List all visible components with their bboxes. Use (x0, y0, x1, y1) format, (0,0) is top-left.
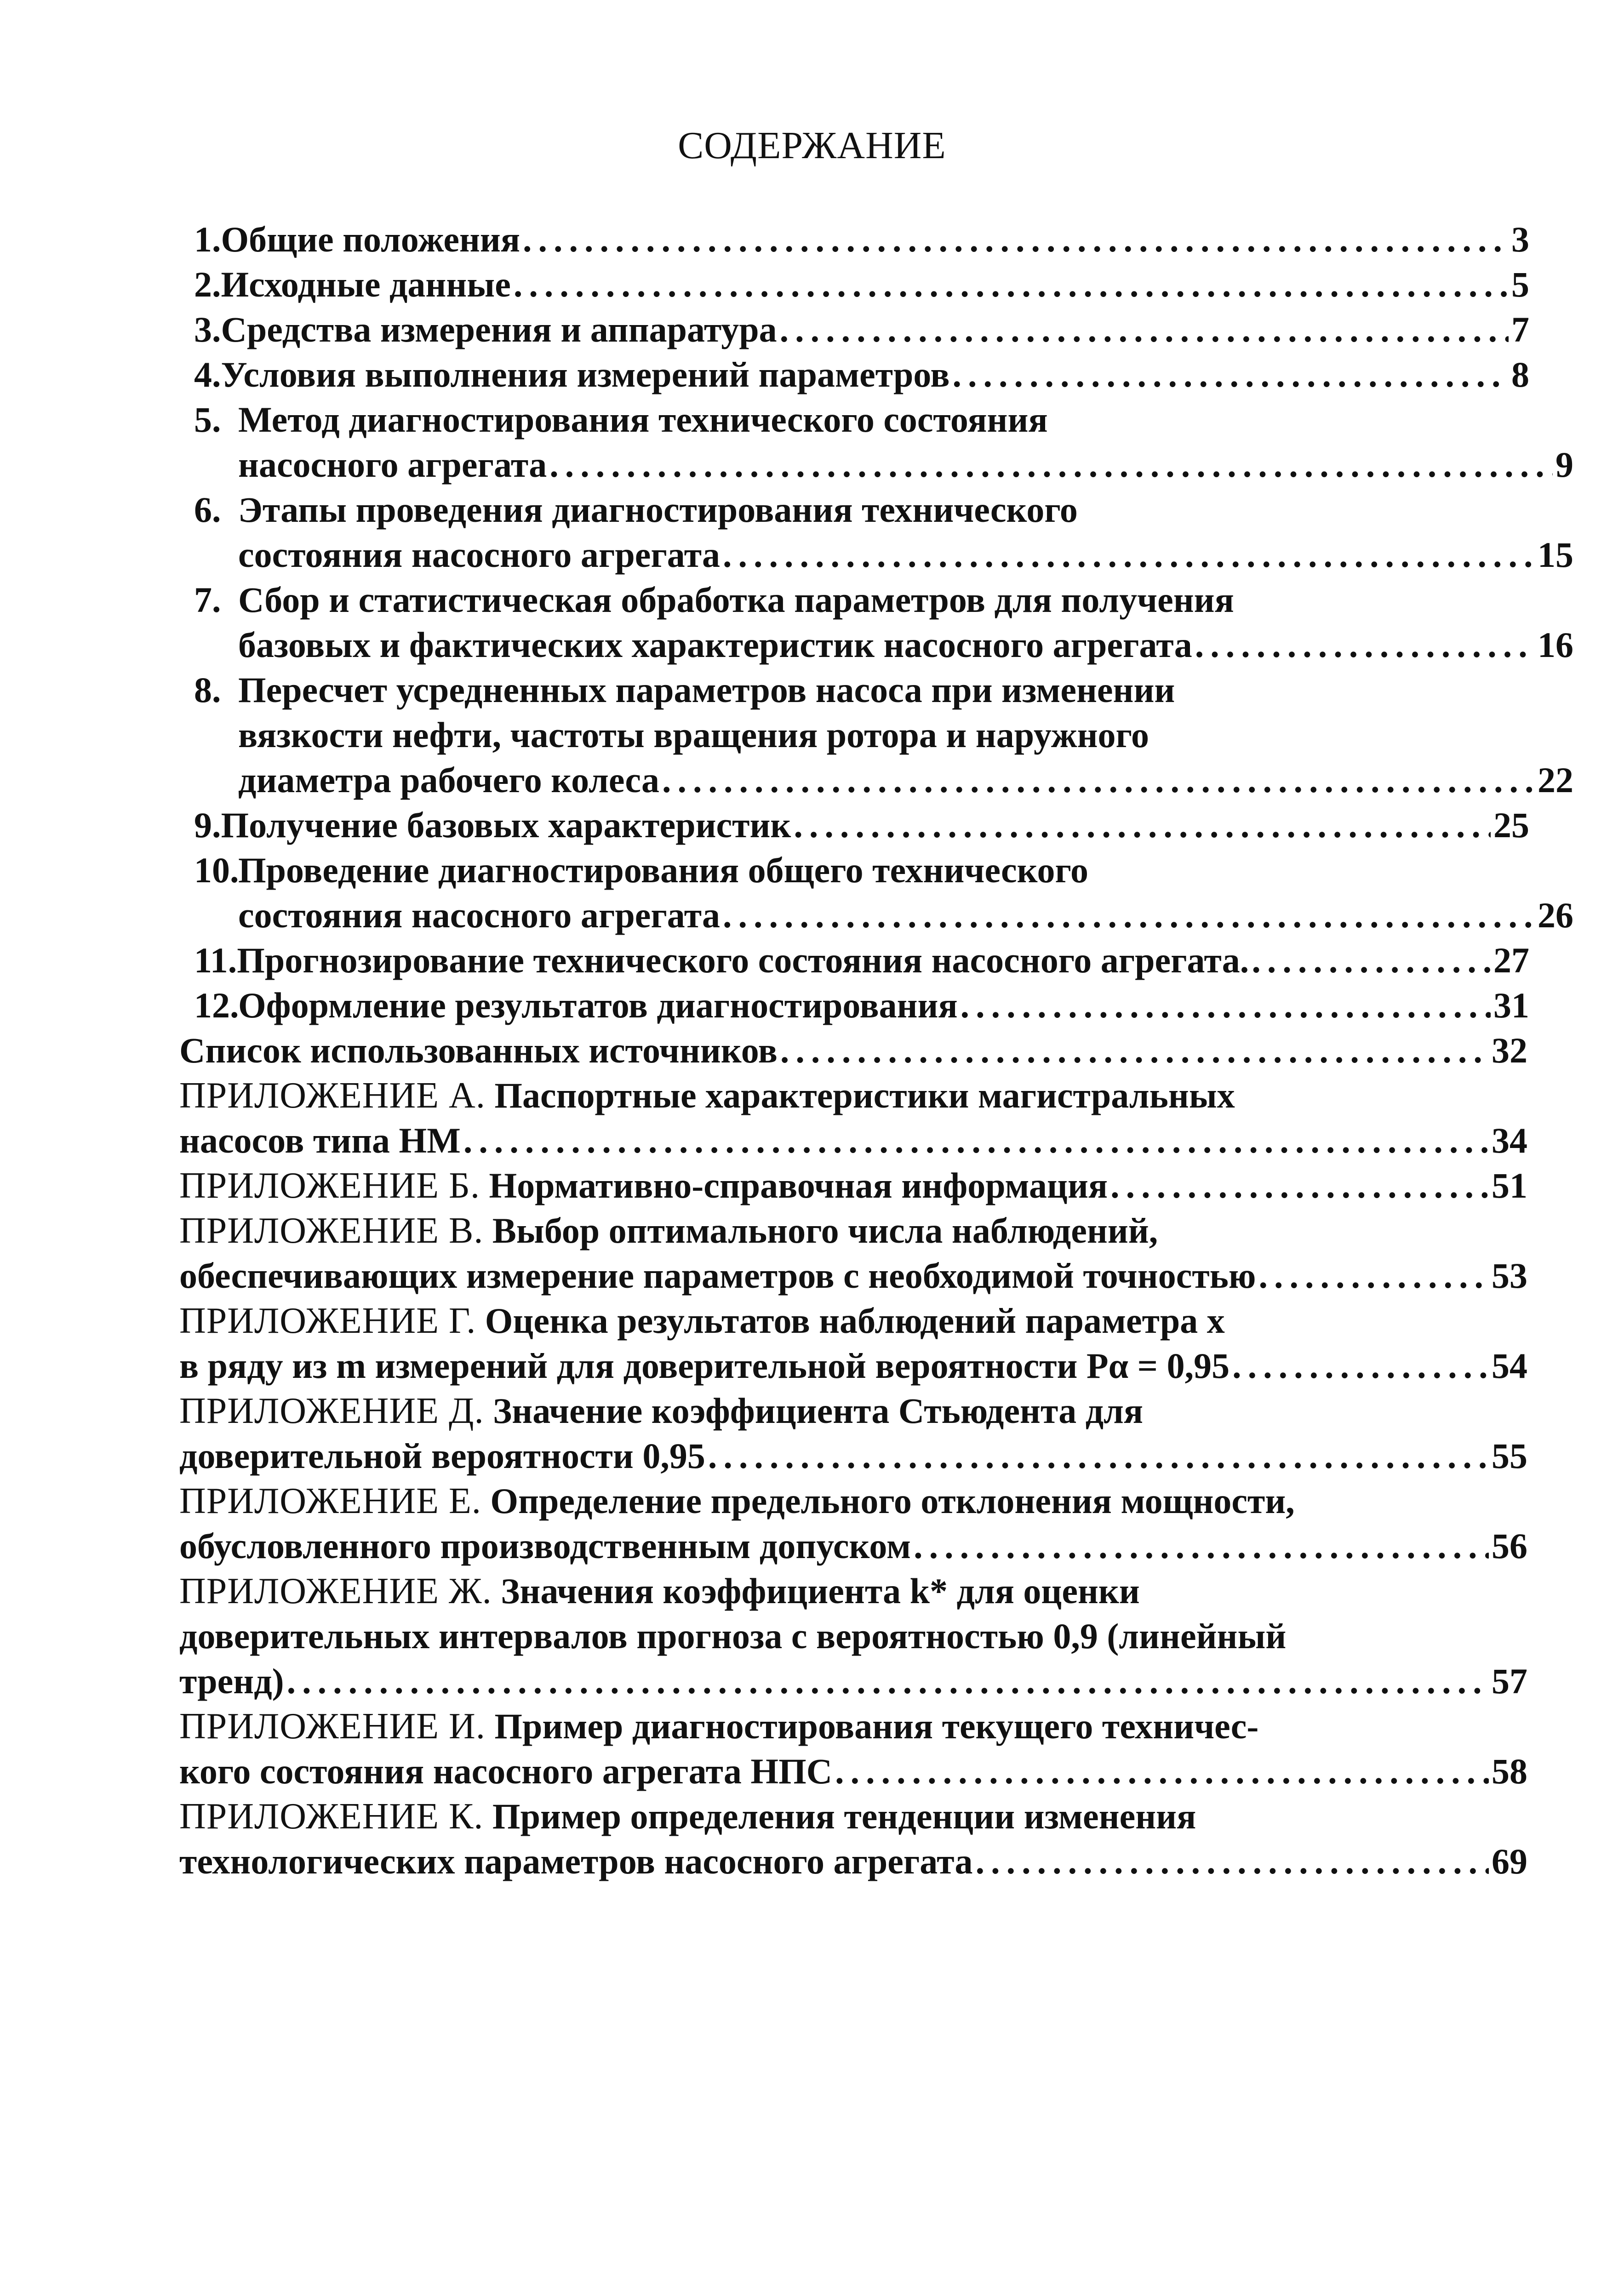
dot-leader (723, 532, 1535, 577)
appendix-label: ПРИЛОЖЕНИЕ В. (179, 1211, 484, 1251)
toc-entry-line (0, 893, 1573, 938)
toc-entry-text: состояния насосного агрегата (238, 895, 721, 935)
toc-entry-text: Получение базовых характеристик (221, 805, 791, 845)
table-of-contents (0, 217, 1624, 1884)
toc-entry-text: в ряду из m измерений для доверительной вероятности Pα = 0,95 (179, 1346, 1230, 1386)
toc-entry-number: 12. (194, 985, 239, 1025)
toc-entry-line (0, 1073, 1624, 1118)
appendix-label: ПРИЛОЖЕНИЕ Е. (179, 1481, 481, 1521)
toc-entry-text: доверительной вероятности 0,95 (179, 1436, 705, 1476)
toc-page-number: 16 (1538, 625, 1573, 665)
toc-entry-line (0, 1343, 1527, 1388)
toc-entry-number: 4. (194, 354, 221, 394)
toc-entry-text: Оформление результатов диагностирования (238, 985, 958, 1025)
toc-entry-text: Общие положения (221, 219, 520, 259)
dot-leader (961, 983, 1491, 1028)
toc-entry-line (0, 1388, 1624, 1433)
toc-entry-line (0, 1208, 1624, 1253)
toc-entry-number: 7. (194, 580, 221, 620)
toc-page-number: 8 (1511, 354, 1529, 394)
toc-entry-line (0, 622, 1573, 668)
toc-entry-number: 2. (194, 264, 221, 304)
appendix-label: ПРИЛОЖЕНИЕ А. (179, 1075, 486, 1116)
appendix-label: ПРИЛОЖЕНИЕ Д. (179, 1391, 484, 1431)
dot-leader (780, 1028, 1489, 1073)
toc-entry-text: вязкости нефти, частоты вращения ротора и наружного (238, 715, 1149, 755)
toc-entry-number: 1. (194, 219, 221, 259)
toc-entry-line (0, 217, 1529, 262)
toc-entry-line (0, 1118, 1527, 1163)
toc-entry-text: Сбор и статистическая обработка параметров для получения (238, 580, 1234, 620)
toc-entry-line (0, 532, 1573, 577)
toc-entry-text: тренд) (179, 1661, 284, 1701)
dot-leader (914, 1524, 1489, 1569)
toc-entry-line (0, 352, 1529, 397)
toc-page-number: 3 (1511, 219, 1529, 259)
toc-page-number: 22 (1538, 760, 1573, 800)
dot-leader (953, 352, 1509, 397)
toc-entry-line (0, 577, 1624, 622)
toc-entry-number: 10. (194, 850, 239, 890)
appendix-label: ПРИЛОЖЕНИЕ Ж. (179, 1571, 492, 1611)
toc-entry-line (0, 1298, 1624, 1343)
dot-leader (523, 217, 1509, 262)
dot-leader (1232, 1343, 1489, 1388)
toc-entry-line (0, 758, 1573, 803)
toc-entry-text: Список использованных источников (179, 1030, 778, 1070)
toc-entry-text: обеспечивающих измерение параметров с необходимой точностью (179, 1256, 1256, 1296)
dot-leader (1195, 622, 1535, 668)
toc-entry-line (0, 307, 1529, 352)
dot-leader (708, 1433, 1489, 1479)
toc-page-number: 53 (1492, 1256, 1527, 1296)
toc-entry-number: 9. (194, 805, 221, 845)
toc-page-number: 7 (1511, 309, 1529, 349)
toc-entry-line (0, 1524, 1527, 1569)
toc-entry-text: Определение предельного отклонения мощности, (490, 1481, 1295, 1521)
toc-entry-text: Метод диагностирования технического состояния (238, 400, 1048, 440)
toc-entry-text: кого состояния насосного агрегата НПС (179, 1751, 833, 1791)
toc-entry-line (0, 1659, 1527, 1704)
toc-entry-text: насосного агрегата (238, 445, 547, 485)
toc-entry-line (0, 1479, 1624, 1524)
dot-leader (463, 1118, 1489, 1163)
toc-entry-text: Прогнозирование технического состояния насосного агрегата. (237, 940, 1249, 980)
dot-leader (780, 307, 1509, 352)
toc-entry-text: Пример определения тенденции изменения (492, 1796, 1196, 1836)
toc-page-number: 5 (1511, 264, 1529, 304)
dot-leader (514, 262, 1509, 307)
appendix-label: ПРИЛОЖЕНИЕ Б. (179, 1165, 480, 1206)
toc-entry-text: Значение коэффициента Стьюдента для (493, 1391, 1144, 1431)
toc-entry-line (0, 713, 1624, 758)
dot-leader (1252, 938, 1491, 983)
toc-entry-text: Этапы проведения диагностирования технического (238, 490, 1078, 530)
dot-leader (976, 1839, 1489, 1884)
toc-entry-line (0, 262, 1529, 307)
toc-entry-line (0, 668, 1624, 713)
dot-leader (549, 442, 1553, 487)
toc-entry-line (0, 1794, 1624, 1839)
toc-page-number: 57 (1492, 1661, 1527, 1701)
toc-page-number: 58 (1492, 1751, 1527, 1791)
toc-page-number: 25 (1493, 805, 1529, 845)
dot-leader (662, 758, 1535, 803)
toc-entry-line (0, 487, 1624, 532)
toc-entry-line (0, 1163, 1527, 1208)
toc-entry-text: технологических параметров насосного агрегата (179, 1841, 973, 1881)
toc-entry-text: Нормативно-справочная информация (489, 1165, 1108, 1205)
toc-entry-text: Оценка результатов наблюдений параметра x (485, 1301, 1225, 1341)
toc-entry-line (0, 397, 1624, 442)
dot-leader (723, 893, 1535, 938)
toc-entry-text: диаметра рабочего колеса (238, 760, 660, 800)
toc-entry-line (0, 848, 1624, 893)
toc-entry-text: Пересчет усредненных параметров насоса при изменении (238, 670, 1175, 710)
toc-entry-text: Проведение диагностирования общего технического (238, 850, 1088, 890)
toc-page-number: 27 (1493, 940, 1529, 980)
toc-entry-number: 5. (194, 400, 221, 440)
page-title: СОДЕРЖАНИЕ (678, 124, 946, 167)
toc-entry-line (0, 938, 1529, 983)
toc-entry-line (0, 1253, 1527, 1298)
toc-page-number: 54 (1492, 1346, 1527, 1386)
toc-page-number: 55 (1492, 1436, 1527, 1476)
toc-page-number: 26 (1538, 895, 1573, 935)
toc-entry-text: Исходные данные (221, 264, 511, 304)
toc-page-number: 69 (1492, 1841, 1527, 1881)
toc-entry-line (0, 442, 1573, 487)
toc-entry-text: Значения коэффициента k* для оценки (501, 1571, 1140, 1611)
toc-page-number: 9 (1555, 445, 1573, 485)
toc-page-number: 31 (1493, 985, 1529, 1025)
dot-leader (1259, 1253, 1489, 1298)
toc-page-number: 32 (1492, 1030, 1527, 1070)
toc-entry-number: 3. (194, 309, 221, 349)
toc-entry-text: Условия выполнения измерений параметров (221, 354, 950, 394)
dot-leader (287, 1659, 1489, 1704)
toc-entry-number: 11. (194, 940, 237, 980)
toc-entry-text: насосов типа НМ (179, 1120, 461, 1160)
toc-entry-line (0, 1028, 1527, 1073)
dot-leader (794, 803, 1491, 848)
toc-entry-text: Пример диагностирования текущего техничес- (494, 1706, 1259, 1746)
toc-entry-line (0, 1614, 1624, 1659)
toc-entry-text: состояния насосного агрегата (238, 535, 721, 575)
toc-entry-text: базовых и фактических характеристик насосного агрегата (238, 625, 1192, 665)
appendix-label: ПРИЛОЖЕНИЕ И. (179, 1706, 486, 1747)
toc-page-number: 15 (1538, 535, 1573, 575)
toc-page-number: 56 (1492, 1526, 1527, 1566)
toc-entry-text: Выбор оптимального числа наблюдений, (492, 1211, 1158, 1251)
dot-leader (835, 1749, 1489, 1794)
toc-entry-line (0, 1839, 1527, 1884)
toc-entry-number: 8. (194, 670, 221, 710)
toc-page-number: 51 (1492, 1165, 1527, 1205)
toc-entry-text: доверительных интервалов прогноза с вероятностью 0,9 (линейный (179, 1616, 1287, 1656)
toc-entry-line (0, 803, 1529, 848)
toc-entry-number: 6. (194, 490, 221, 530)
toc-entry-text: Паспортные характеристики магистральных (494, 1075, 1235, 1115)
toc-entry-line (0, 1433, 1527, 1479)
toc-entry-line (0, 1704, 1624, 1749)
toc-entry-line (0, 1569, 1624, 1614)
appendix-label: ПРИЛОЖЕНИЕ Г. (179, 1301, 476, 1341)
toc-entry-line (0, 983, 1529, 1028)
toc-entry-text: обусловленного производственным допуском (179, 1526, 911, 1566)
toc-entry-line (0, 1749, 1527, 1794)
dot-leader (1110, 1163, 1489, 1208)
appendix-label: ПРИЛОЖЕНИЕ К. (179, 1796, 484, 1837)
toc-page-number: 34 (1492, 1120, 1527, 1160)
toc-entry-text: Средства измерения и аппаратура (221, 309, 777, 349)
